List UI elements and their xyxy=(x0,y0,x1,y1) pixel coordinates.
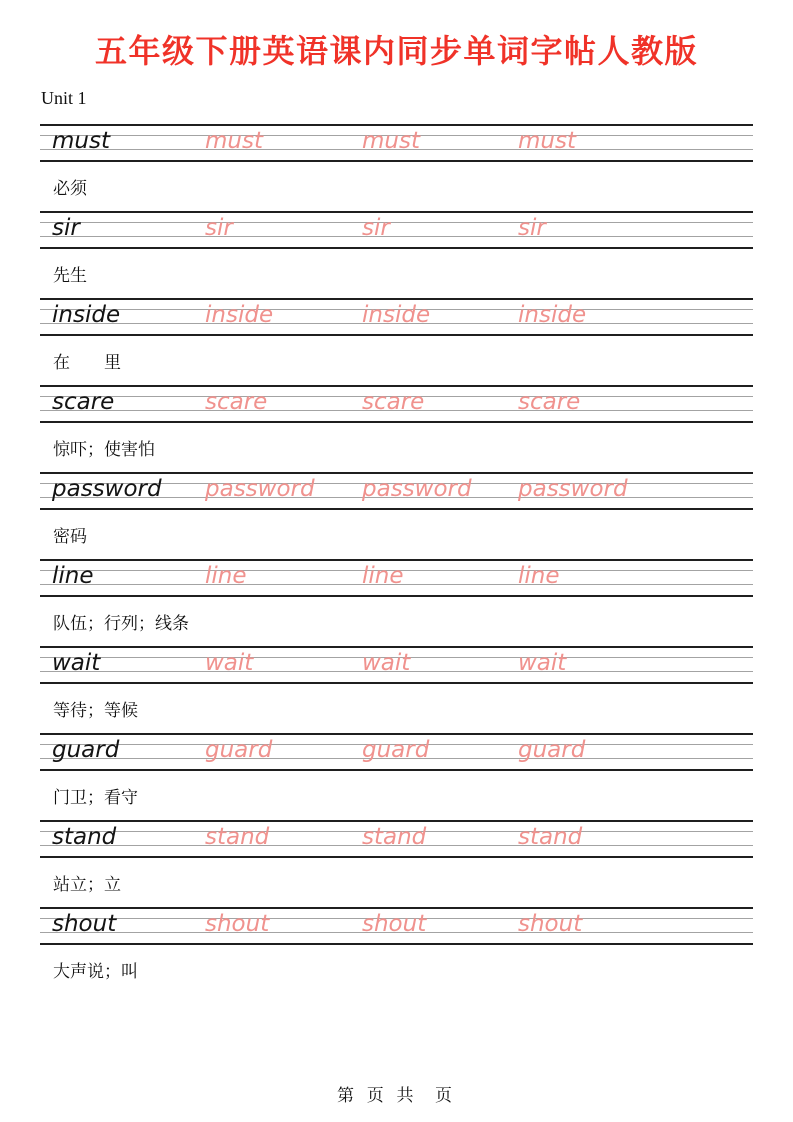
guide-line-top xyxy=(40,124,753,126)
word-trace-1: stand xyxy=(205,824,270,850)
word-trace-2: scare xyxy=(362,389,425,415)
writing-guide xyxy=(40,907,753,945)
word-trace-2: password xyxy=(362,476,472,502)
writing-guide xyxy=(40,646,753,684)
guide-line-bottom xyxy=(40,856,753,858)
word-trace-3: stand xyxy=(518,824,583,850)
word-meaning: 队伍；行列；线条 xyxy=(53,614,189,634)
guide-line-bottom xyxy=(40,769,753,771)
word-printed: guard xyxy=(52,737,120,763)
word-row xyxy=(40,211,753,298)
word-trace-1: inside xyxy=(205,302,274,328)
guide-line-bottom xyxy=(40,160,753,162)
unit-label: Unit 1 xyxy=(41,88,87,108)
guide-line-top xyxy=(40,385,753,387)
word-trace-2: shout xyxy=(362,911,427,937)
word-trace-2: line xyxy=(362,563,404,589)
word-printed: must xyxy=(52,128,110,154)
word-meaning: 密码 xyxy=(53,527,87,547)
word-row xyxy=(40,298,753,385)
word-trace-3: scare xyxy=(518,389,581,415)
word-meaning: 站立；立 xyxy=(53,875,121,895)
word-meaning: 等待；等候 xyxy=(53,701,138,721)
word-trace-1: scare xyxy=(205,389,268,415)
word-trace-3: line xyxy=(518,563,560,589)
word-printed: scare xyxy=(52,389,115,415)
word-row xyxy=(40,472,753,559)
guide-line-bottom xyxy=(40,247,753,249)
word-row xyxy=(40,559,753,646)
writing-guide xyxy=(40,298,753,336)
word-row xyxy=(40,646,753,733)
guide-line-baseline xyxy=(40,236,753,237)
word-row xyxy=(40,385,753,472)
word-meaning: 惊吓；使害怕 xyxy=(53,440,155,460)
word-trace-1: must xyxy=(205,128,263,154)
guide-line-bottom xyxy=(40,334,753,336)
guide-line-bottom xyxy=(40,682,753,684)
writing-guide xyxy=(40,733,753,771)
word-meaning: 在 里 xyxy=(53,353,121,373)
word-printed: password xyxy=(52,476,162,502)
word-printed: stand xyxy=(52,824,117,850)
guide-line-top xyxy=(40,559,753,561)
word-trace-2: inside xyxy=(362,302,431,328)
guide-line-top xyxy=(40,820,753,822)
word-printed: line xyxy=(52,563,94,589)
writing-guide xyxy=(40,472,753,510)
word-trace-1: guard xyxy=(205,737,273,763)
word-trace-3: guard xyxy=(518,737,586,763)
word-meaning: 门卫；看守 xyxy=(53,788,138,808)
word-meaning: 大声说；叫 xyxy=(53,962,138,982)
writing-guide xyxy=(40,211,753,249)
word-rows xyxy=(40,124,753,994)
guide-line-upper-mid xyxy=(40,222,753,223)
guide-line-top xyxy=(40,211,753,213)
guide-line-bottom xyxy=(40,508,753,510)
guide-line-top xyxy=(40,298,753,300)
word-row xyxy=(40,124,753,211)
footer-page-label: 第 页 共 页 xyxy=(337,1086,456,1105)
word-trace-3: inside xyxy=(518,302,587,328)
word-row xyxy=(40,733,753,820)
word-trace-1: password xyxy=(205,476,315,502)
guide-line-bottom xyxy=(40,421,753,423)
word-row xyxy=(40,820,753,907)
word-trace-3: must xyxy=(518,128,576,154)
word-trace-1: line xyxy=(205,563,247,589)
word-meaning: 必须 xyxy=(53,179,87,199)
guide-line-top xyxy=(40,646,753,648)
word-trace-2: wait xyxy=(362,650,411,676)
word-meaning: 先生 xyxy=(53,266,87,286)
writing-guide xyxy=(40,820,753,858)
guide-line-top xyxy=(40,907,753,909)
word-trace-1: wait xyxy=(205,650,254,676)
word-trace-3: sir xyxy=(518,215,546,241)
word-trace-2: sir xyxy=(362,215,390,241)
word-trace-3: shout xyxy=(518,911,583,937)
guide-line-bottom xyxy=(40,595,753,597)
guide-line-bottom xyxy=(40,943,753,945)
page-title: 五年级下册英语课内同步单词字帖人教版 xyxy=(94,33,698,69)
word-printed: sir xyxy=(52,215,80,241)
word-printed: shout xyxy=(52,911,117,937)
writing-guide xyxy=(40,385,753,423)
word-trace-3: password xyxy=(518,476,628,502)
word-trace-1: shout xyxy=(205,911,270,937)
word-trace-3: wait xyxy=(518,650,567,676)
guide-line-top xyxy=(40,733,753,735)
word-trace-2: must xyxy=(362,128,420,154)
writing-guide xyxy=(40,124,753,162)
word-trace-2: stand xyxy=(362,824,427,850)
word-printed: inside xyxy=(52,302,121,328)
word-trace-1: sir xyxy=(205,215,233,241)
word-row xyxy=(40,907,753,994)
word-printed: wait xyxy=(52,650,101,676)
guide-line-top xyxy=(40,472,753,474)
word-trace-2: guard xyxy=(362,737,430,763)
writing-guide xyxy=(40,559,753,597)
